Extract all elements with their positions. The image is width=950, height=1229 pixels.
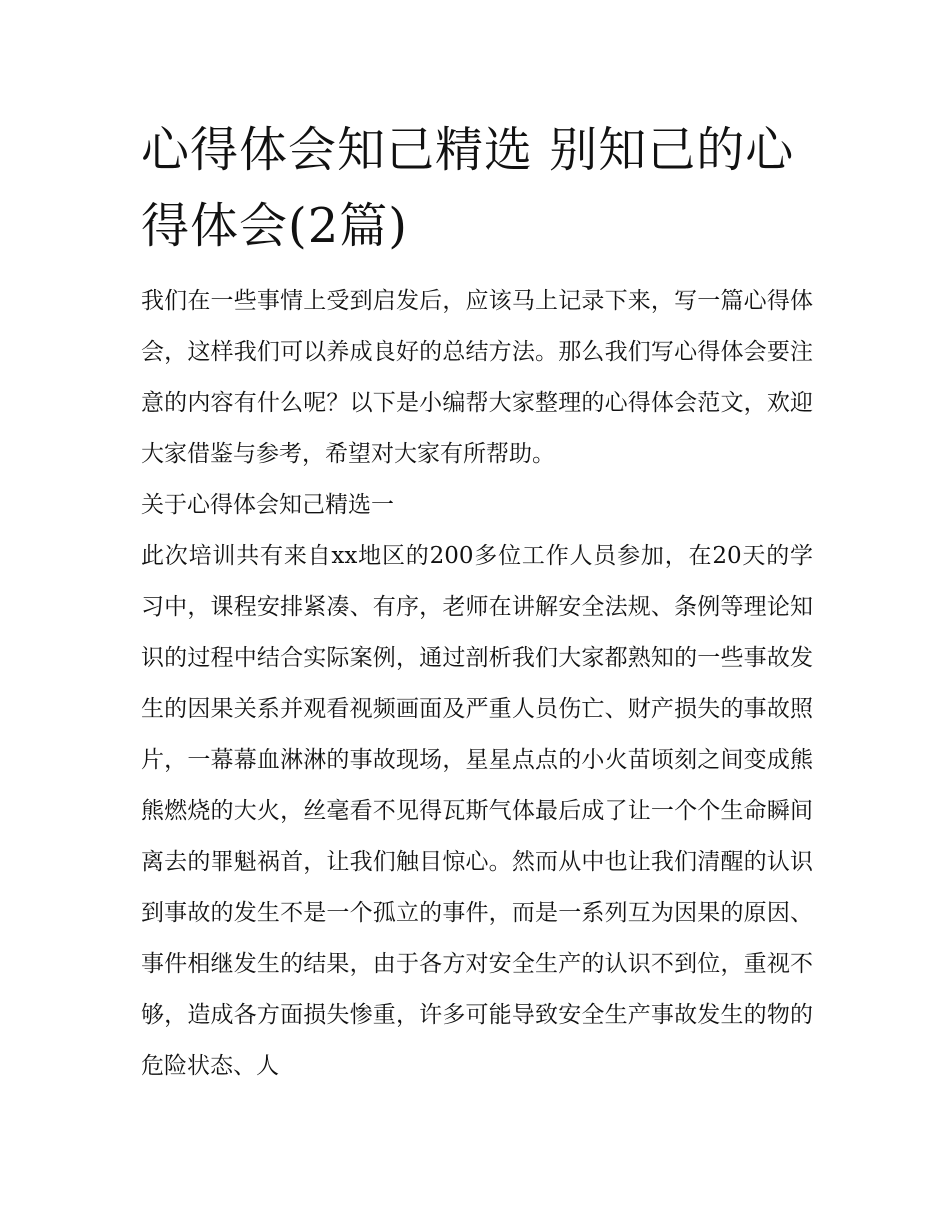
document-content bbox=[141, 112, 813, 1092]
intro-paragraph: 我们在一些事情上受到启发后，应该马上记录下来，写一篇心得体会，这样我们可以养成良好的总结方法。那么我们写心得体会要注意的内容有什么呢？以下是小编帮大家整理的心得体会范文，欢迎大家借鉴与参考，希望对大家有所帮助。 bbox=[141, 288, 813, 467]
document-title: 心得体会知己精选 别知己的心得体会(2篇) bbox=[141, 122, 795, 254]
section-heading: 关于心得体会知己精选一 bbox=[141, 492, 394, 518]
body-paragraph: 此次培训共有来自xx地区的200多位工作人员参加，在20天的学习中，课程安排紧凑、有序，老师在讲解安全法规、条例等理论知识的过程中结合实际案例，通过剖析我们大家都熟知的一些事故发生的因果关系并观看视频画面及严重人员伤亡、财产损失的事故照片，一幕幕血淋淋的事故现场，星星点点的小火苗顷刻之间变成熊熊燃烧的大火，丝毫看不见得瓦斯气体最后成了让一个个生命瞬间离去的罪魁祸首，让我们触目惊心。然而从中也让我们清醒的认识到事故的发生不是一个孤立的事件，而是一系列互为因果的原因、事件相继发生的结果，由于各方对安全生产的认识不到位，重视不够，造成各方面损失惨重，许多可能导致安全生产事故发生的物的危险状态、人 bbox=[141, 543, 813, 1079]
